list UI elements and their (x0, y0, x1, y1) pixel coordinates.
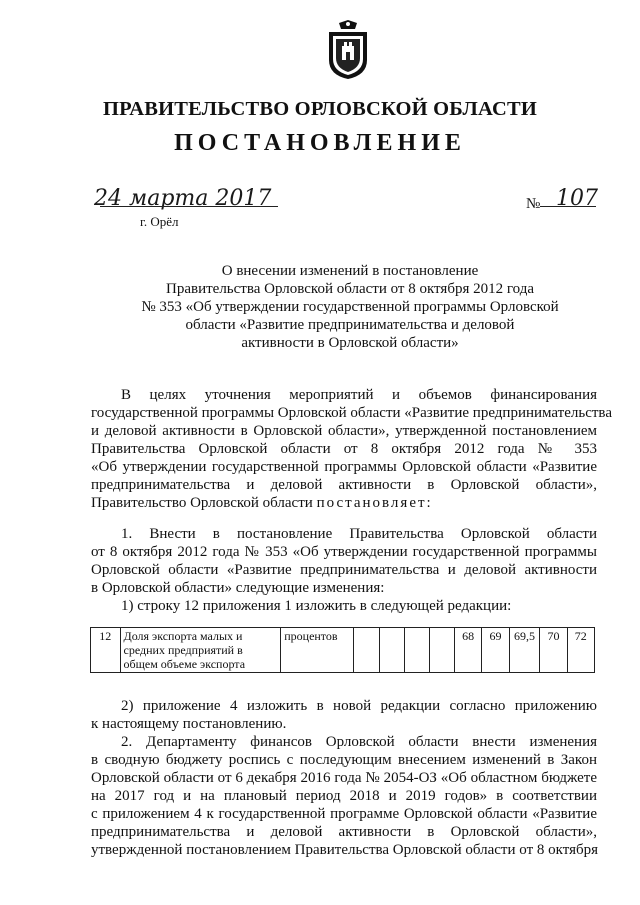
text-line (91, 494, 597, 512)
text-line: «Об утверждении государственной программы Орловской области «Развитие (91, 459, 597, 475)
table-cell-number: 12 (91, 628, 121, 673)
text-line: 1) строку 12 приложения 1 изложить в следующей редакции: (121, 598, 512, 614)
subject-line: О внесении изменений в постановление (221, 263, 479, 279)
text-line: государственной программы Орловской области «Развитие предпринимательства (91, 405, 612, 421)
preamble-verb: постановляет: (316, 495, 433, 511)
table-row (91, 628, 595, 673)
table-cell-value: 68 (455, 628, 482, 673)
text-line: Орловской области «Развитие предпринимательства и деловой активности (91, 562, 597, 578)
table-cell-value: 69 (482, 628, 509, 673)
indicator-table (90, 627, 595, 673)
table-cell-value: 69,5 (509, 628, 540, 673)
text-line: с приложением 4 к государственной программе Орловской области «Развитие (91, 806, 597, 822)
coat-of-arms-emblem (325, 20, 371, 80)
item-2-paragraph (91, 733, 597, 859)
table-cell-empty (404, 628, 429, 673)
table-cell-unit: процентов (281, 628, 354, 673)
text-line: к настоящему постановлению. (91, 716, 287, 732)
document-number: 107 (556, 186, 598, 211)
number-underline (540, 206, 596, 207)
item-1-paragraph (91, 525, 597, 615)
item-1-2-paragraph (91, 697, 597, 733)
subject-line: активности в Орловской области» (241, 335, 459, 351)
organization-title: ПРАВИТЕЛЬСТВО ОРЛОВСКОЙ ОБЛАСТИ (102, 98, 538, 120)
table-cell-empty (354, 628, 379, 673)
text-line: на 2017 год и на плановый период 2018 и 2019 годов» в соответствии (91, 788, 597, 804)
preamble-subject: Правительство Орловской области (91, 495, 313, 511)
table-cell-indicator: Доля экспорта малых и средних предприятий в общем объеме экспорта (120, 628, 281, 673)
number-sign: № (526, 196, 541, 212)
text-line: утвержденной постановлением Правительства Орловской области от 8 октября (91, 842, 599, 858)
text-line: 2. Департаменту финансов Орловской области внести изменения (121, 734, 597, 750)
subject-line: Правительства Орловской области от 8 октября 2012 года (166, 281, 534, 297)
text-line: предпринимательства и деловой активности в Орловской области», (91, 477, 597, 493)
text-line: Правительства Орловской области от 8 октября 2012 года № 353 (91, 441, 597, 457)
document-city: г. Орёл (140, 214, 179, 229)
document-subject (60, 262, 640, 352)
text-line: и деловой активности в Орловской области», утвержденной постановлением (91, 423, 597, 439)
text-line: 2) приложение 4 изложить в новой редакции согласно приложению (121, 698, 597, 714)
text-line: в Орловской области» следующие изменения: (91, 580, 385, 596)
text-line: в сводную бюджету роспись с последующим внесением изменений в Закон (91, 752, 597, 768)
text-line: предпринимательства и деловой активности в Орловской области», (91, 824, 597, 840)
subject-line: области «Развитие предпринимательства и деловой (185, 317, 515, 333)
text-line: Орловской области от 6 декабря 2016 года № 2054-ОЗ «Об областном бюджете (91, 770, 597, 786)
text-line: от 8 октября 2012 года № 353 «Об утверждении государственной программы (91, 544, 597, 560)
document-type-title: ПОСТАНОВЛЕНИЕ (174, 130, 466, 156)
preamble-paragraph (91, 386, 612, 512)
text-line: В целях уточнения мероприятий и объемов финансирования (121, 387, 597, 403)
table-cell-empty (379, 628, 404, 673)
date-underline (100, 206, 278, 207)
table-cell-value: 72 (567, 628, 594, 673)
table-cell-empty (429, 628, 454, 673)
subject-line: № 353 «Об утверждении государственной программы Орловской (141, 299, 559, 315)
table-cell-value: 70 (540, 628, 567, 673)
text-line: 1. Внести в постановление Правительства Орловской области (121, 526, 597, 542)
document-date: 24 марта 2017 (94, 186, 272, 211)
